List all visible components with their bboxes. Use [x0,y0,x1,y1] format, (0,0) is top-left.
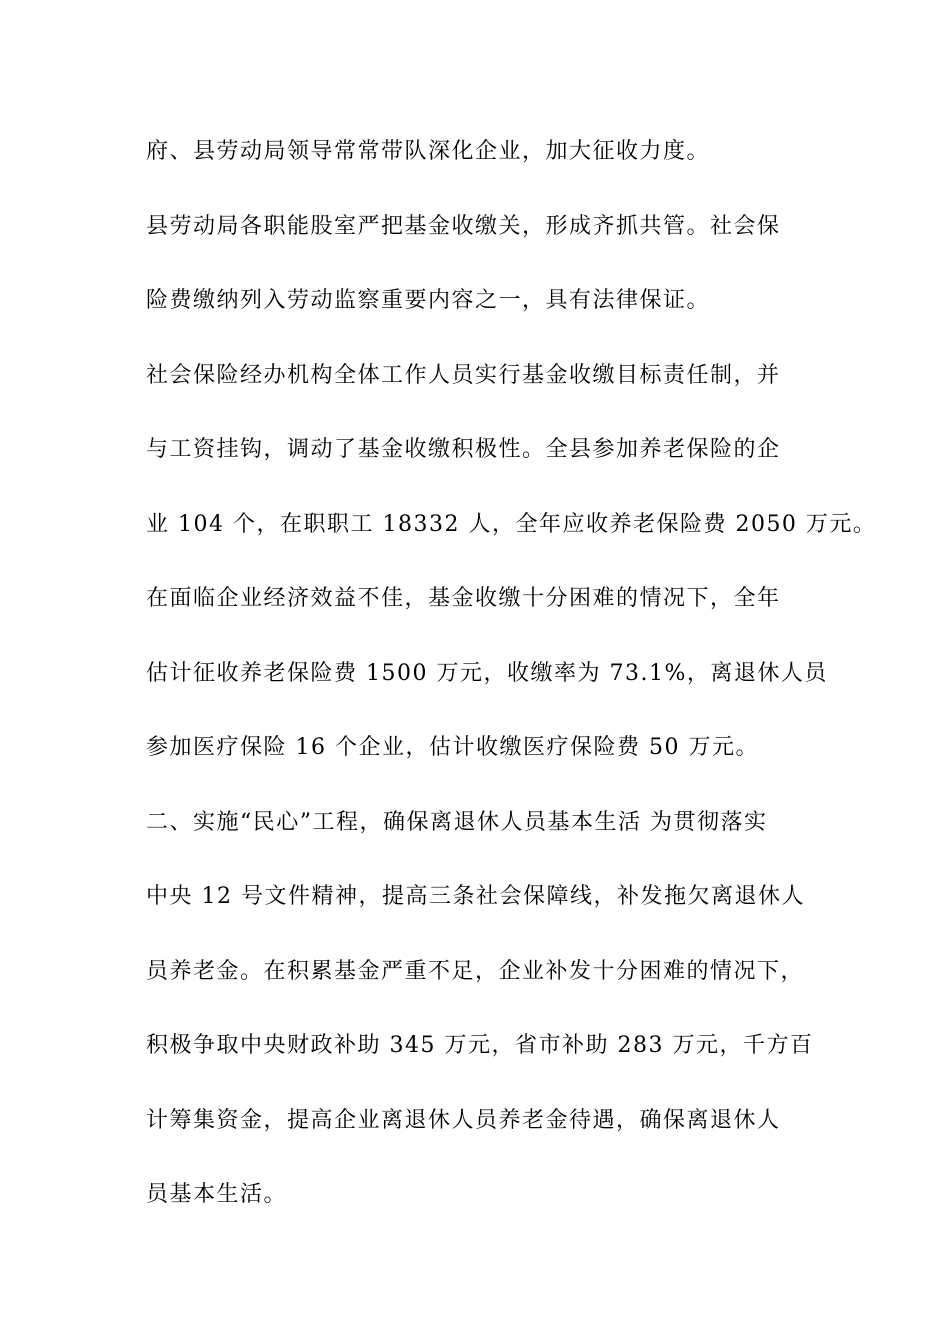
text-line: 县劳动局各职能股室严把基金收缴关，形成齐抓共管。社会保 [146,213,781,239]
text-line: 中央 12 号文件精神，提高三条社会保障线，补发拖欠离退休人 [146,884,805,909]
text-line: 计筹集资金，提高企业离退休人员养老金待遇，确保离退休人 [146,1107,781,1133]
text-line: 社会保险经办机构全体工作人员实行基金收缴目标责任制，并 [146,362,781,388]
document-body [146,131,877,1249]
text-line: 在面临企业经济效益不佳，基金收缴十分困难的情况下，全年 [146,586,781,611]
section-heading-line: 二、实施“民心”工程，确保离退休人员基本生活 为贯彻落实 [146,809,768,835]
text-line: 员养老金。在积累基金严重不足，企业补发十分困难的情况下， [146,958,805,984]
text-line: 险费缴纳列入劳动监察重要内容之一，具有法律保证。 [146,288,711,313]
text-line: 业 104 个，在职职工 18332 人，全年应收养老保险费 2050 万元。 [146,511,877,537]
text-line: 员基本生活。 [146,1182,288,1207]
text-line: 参加医疗保险 16 个企业，估计收缴医疗保险费 50 万元。 [146,735,759,760]
text-line: 与工资挂钩，调动了基金收缴积极性。全县参加养老保险的企 [146,437,781,462]
text-line: 估计征收养老保险费 1500 万元，收缴率为 73.1%，离退休人员 [146,660,828,686]
text-line: 积极争取中央财政补助 345 万元，省市补助 283 万元，千方百 [146,1033,814,1058]
text-line: 府、县劳动局领导常常带队深化企业，加大征收力度。 [146,139,711,164]
